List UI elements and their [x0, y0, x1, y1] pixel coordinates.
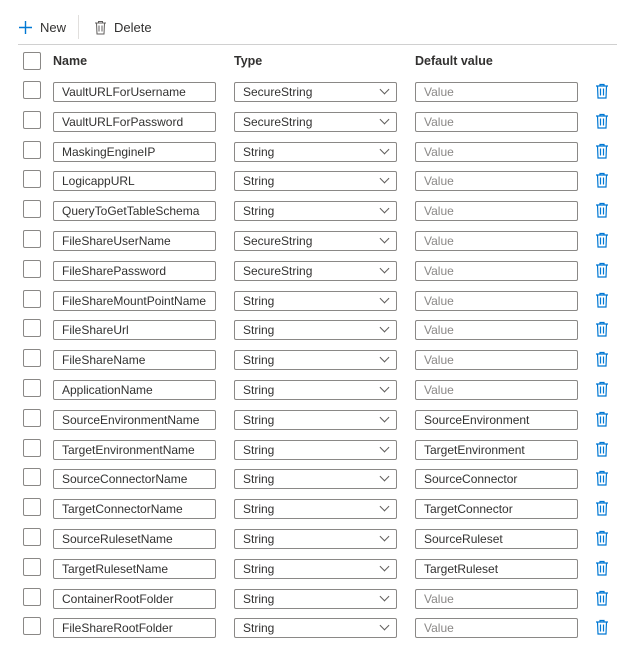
parameter-type-value: SecureString — [243, 114, 313, 129]
chevron-down-icon — [380, 561, 390, 571]
row-checkbox[interactable] — [23, 439, 41, 457]
parameter-type-value: SecureString — [243, 263, 313, 278]
chevron-down-icon — [380, 114, 390, 124]
parameter-name-input[interactable]: FileShareRootFolder — [53, 618, 216, 638]
trash-icon[interactable] — [595, 292, 609, 308]
parameter-name-input[interactable]: TargetRulesetName — [53, 559, 216, 579]
default-value-input[interactable]: SourceRuleset — [415, 529, 578, 549]
row-checkbox[interactable] — [23, 260, 41, 278]
parameter-type-select[interactable] — [234, 291, 397, 311]
row-checkbox[interactable] — [23, 200, 41, 218]
delete-button-label: Delete — [114, 19, 152, 35]
table-row — [18, 438, 617, 468]
parameter-type-select[interactable] — [234, 499, 397, 519]
chevron-down-icon — [380, 383, 390, 393]
parameter-type-select[interactable] — [234, 142, 397, 162]
parameter-type-value: String — [243, 144, 275, 159]
parameter-type-value: String — [243, 561, 275, 576]
default-value-input[interactable]: Value — [415, 82, 578, 102]
chevron-down-icon — [380, 442, 390, 452]
trash-icon[interactable] — [595, 441, 609, 457]
parameter-type-select[interactable] — [234, 410, 397, 430]
parameter-type-value: String — [243, 621, 275, 636]
row-checkbox[interactable] — [23, 588, 41, 606]
select-all-checkbox[interactable] — [23, 52, 41, 70]
table-row — [18, 229, 617, 259]
chevron-down-icon — [380, 263, 390, 273]
toolbar — [0, 0, 627, 50]
chevron-down-icon — [380, 323, 390, 333]
default-value-input[interactable]: Value — [415, 380, 578, 400]
default-value-input[interactable]: TargetConnector — [415, 499, 578, 519]
parameter-type-select[interactable] — [234, 380, 397, 400]
default-value-input[interactable]: Value — [415, 618, 578, 638]
row-checkbox[interactable] — [23, 617, 41, 635]
row-checkbox[interactable] — [23, 141, 41, 159]
parameter-type-value: String — [243, 412, 275, 427]
parameter-type-value: SecureString — [243, 85, 313, 99]
chevron-down-icon — [380, 412, 390, 422]
trash-icon[interactable] — [595, 530, 609, 546]
trash-icon[interactable] — [595, 321, 609, 337]
parameter-name-input[interactable]: FileSharePassword — [53, 261, 216, 281]
chevron-down-icon — [380, 293, 390, 303]
row-checkbox[interactable] — [23, 558, 41, 576]
table-row — [18, 318, 617, 348]
row-checkbox[interactable] — [23, 468, 41, 486]
parameter-name-input[interactable]: QueryToGetTableSchema — [53, 201, 216, 221]
default-value-input[interactable]: Value — [415, 589, 578, 609]
row-checkbox[interactable] — [23, 319, 41, 337]
row-checkbox[interactable] — [23, 349, 41, 367]
default-value-input[interactable]: Value — [415, 320, 578, 340]
table-row — [18, 169, 617, 199]
table-row — [18, 527, 617, 557]
table-row — [18, 557, 617, 587]
chevron-down-icon — [380, 174, 390, 184]
parameter-type-select[interactable] — [234, 529, 397, 549]
parameter-name-input[interactable]: SourceRulesetName — [53, 529, 216, 549]
trash-icon[interactable] — [595, 143, 609, 159]
parameter-type-value: String — [243, 532, 275, 546]
parameter-name-input[interactable]: SourceEnvironmentName — [53, 410, 216, 430]
parameter-type-select[interactable] — [234, 469, 397, 489]
table-row — [18, 140, 617, 170]
default-value-input[interactable]: Value — [415, 261, 578, 281]
row-checkbox[interactable] — [23, 81, 41, 99]
parameter-type-value: String — [243, 383, 275, 397]
parameter-type-value: String — [243, 353, 275, 368]
parameter-name-input[interactable]: SourceConnectorName — [53, 469, 216, 489]
parameter-type-select[interactable] — [234, 201, 397, 221]
header-default-value: Default value — [415, 54, 493, 68]
trash-icon[interactable] — [595, 381, 609, 397]
table-header — [18, 44, 617, 77]
trash-icon[interactable] — [595, 232, 609, 248]
row-checkbox[interactable] — [23, 409, 41, 427]
parameter-name-input[interactable]: ApplicationName — [53, 380, 216, 400]
chevron-down-icon — [380, 234, 390, 244]
table-row — [18, 408, 617, 438]
default-value-input[interactable]: Value — [415, 171, 578, 191]
parameter-name-input[interactable]: LogicappURL — [53, 171, 216, 191]
trash-icon[interactable] — [595, 351, 609, 367]
trash-icon[interactable] — [595, 113, 609, 129]
header-name: Name — [53, 54, 88, 68]
trash-icon[interactable] — [595, 590, 609, 606]
table-row — [18, 616, 617, 646]
default-value-input[interactable]: SourceConnector — [415, 469, 578, 489]
toolbar-separator — [78, 15, 79, 39]
plus-icon — [18, 20, 33, 35]
parameter-type-select[interactable] — [234, 171, 397, 191]
row-checkbox[interactable] — [23, 528, 41, 546]
chevron-down-icon — [380, 502, 390, 512]
new-button-label: New — [40, 19, 67, 35]
trash-icon[interactable] — [595, 619, 609, 635]
header-type: Type — [234, 54, 263, 68]
table-row — [18, 289, 617, 319]
parameter-type-select[interactable] — [234, 559, 397, 579]
chevron-down-icon — [380, 532, 390, 542]
default-value-input[interactable]: Value — [415, 112, 578, 132]
parameter-name-input[interactable]: FileShareUrl — [53, 320, 216, 340]
parameter-type-value: String — [243, 472, 275, 487]
default-value-input[interactable]: Value — [415, 291, 578, 311]
row-checkbox[interactable] — [23, 498, 41, 516]
parameter-type-value: String — [243, 293, 275, 308]
parameter-type-select[interactable] — [234, 112, 397, 132]
parameter-type-value: String — [243, 502, 275, 517]
table-row — [18, 80, 617, 110]
row-checkbox[interactable] — [23, 230, 41, 248]
parameter-name-input[interactable]: ContainerRootFolder — [53, 589, 216, 609]
new-button[interactable] — [18, 14, 66, 40]
chevron-down-icon — [380, 204, 390, 214]
parameter-type-select[interactable] — [234, 261, 397, 281]
parameter-type-select[interactable] — [234, 589, 397, 609]
parameter-type-select[interactable] — [234, 231, 397, 251]
parameter-type-value: String — [243, 204, 275, 219]
parameter-name-input[interactable]: TargetConnectorName — [53, 499, 216, 519]
trash-icon[interactable] — [595, 560, 609, 576]
default-value-input[interactable]: Value — [415, 142, 578, 162]
row-checkbox[interactable] — [23, 170, 41, 188]
parameter-name-input[interactable]: VaultURLForUsername — [53, 82, 216, 102]
chevron-down-icon — [380, 621, 390, 631]
table-row — [18, 467, 617, 497]
table-row — [18, 259, 617, 289]
row-checkbox[interactable] — [23, 290, 41, 308]
parameter-type-select[interactable] — [234, 618, 397, 638]
parameter-type-select[interactable] — [234, 440, 397, 460]
trash-icon[interactable] — [595, 470, 609, 486]
chevron-down-icon — [380, 591, 390, 601]
default-value-input[interactable]: Value — [415, 201, 578, 221]
chevron-down-icon — [380, 472, 390, 482]
default-value-input[interactable]: TargetRuleset — [415, 559, 578, 579]
parameter-type-select[interactable] — [234, 320, 397, 340]
row-checkbox[interactable] — [23, 111, 41, 129]
table-row — [18, 587, 617, 617]
chevron-down-icon — [380, 85, 390, 95]
parameter-name-input[interactable]: MaskingEngineIP — [53, 142, 216, 162]
trash-icon — [94, 20, 107, 35]
trash-icon[interactable] — [595, 83, 609, 99]
parameter-name-input[interactable]: VaultURLForPassword — [53, 112, 216, 132]
parameter-name-input[interactable]: FileShareUserName — [53, 231, 216, 251]
parameter-type-value: SecureString — [243, 234, 313, 248]
parameter-type-select[interactable] — [234, 350, 397, 370]
parameter-name-input[interactable]: FileShareName — [53, 350, 216, 370]
chevron-down-icon — [380, 353, 390, 363]
trash-icon[interactable] — [595, 411, 609, 427]
parameter-name-input[interactable]: FileShareMountPointName — [53, 291, 216, 311]
table-row — [18, 497, 617, 527]
parameter-type-value: String — [243, 442, 275, 457]
default-value-input[interactable]: Value — [415, 350, 578, 370]
trash-icon[interactable] — [595, 500, 609, 516]
row-checkbox[interactable] — [23, 379, 41, 397]
parameter-type-value: String — [243, 591, 275, 606]
table-row — [18, 348, 617, 378]
parameter-name-input[interactable]: TargetEnvironmentName — [53, 440, 216, 460]
default-value-input[interactable]: TargetEnvironment — [415, 440, 578, 460]
table-row — [18, 199, 617, 229]
trash-icon[interactable] — [595, 172, 609, 188]
parameter-type-value: String — [243, 174, 275, 189]
table-row — [18, 378, 617, 408]
trash-icon[interactable] — [595, 202, 609, 218]
parameter-type-value: String — [243, 323, 275, 338]
delete-button[interactable] — [94, 14, 152, 40]
chevron-down-icon — [380, 144, 390, 154]
table-row — [18, 110, 617, 140]
default-value-input[interactable]: SourceEnvironment — [415, 410, 578, 430]
parameter-type-select[interactable] — [234, 82, 397, 102]
default-value-input[interactable]: Value — [415, 231, 578, 251]
trash-icon[interactable] — [595, 262, 609, 278]
